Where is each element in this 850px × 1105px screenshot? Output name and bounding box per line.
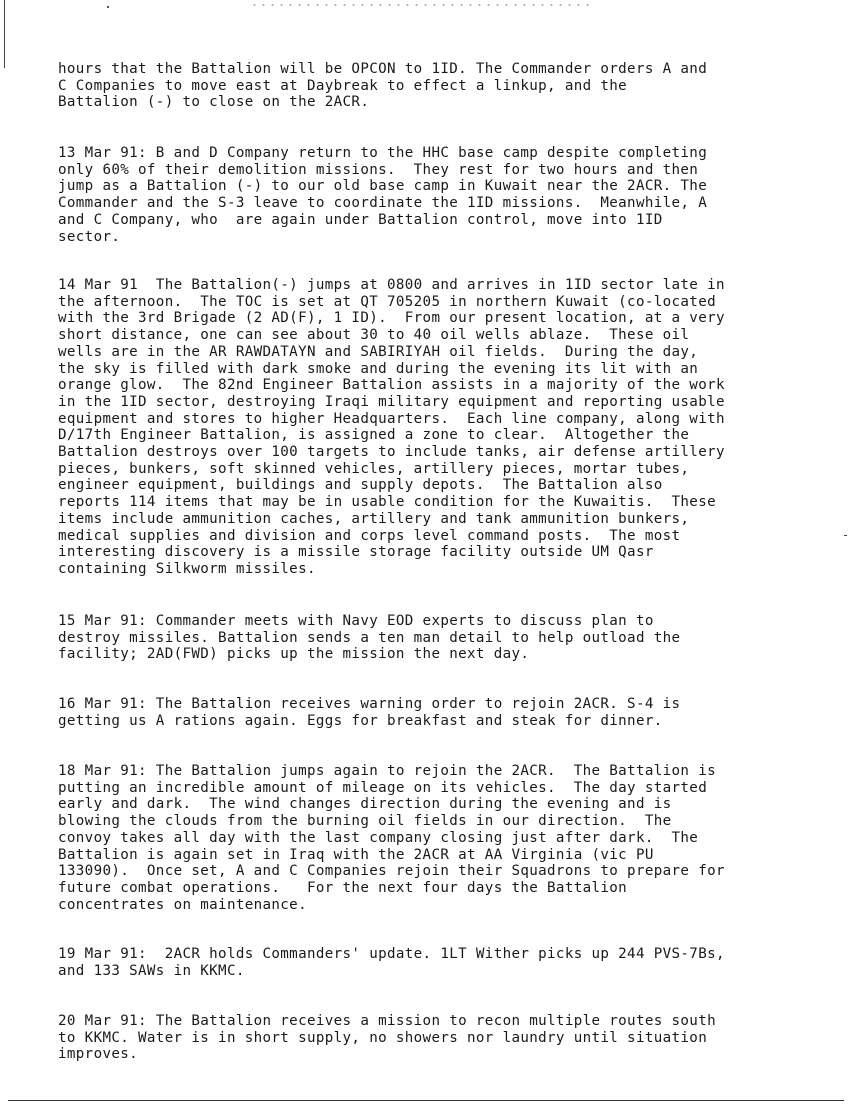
paragraph-13-mar-91: 13 Mar 91: B and D Company return to the HHC base camp despite completing only 60% of their demolition missions. They rest for two hours and then jump as a Battalion (-) to our old base camp in Kuwait near the 2ACR. The Commander and the S-3 leave to coordinate the 1ID missions. Meanwhile, A and C Company, who are again under Battalion control, move into 1ID sector.	[58, 145, 708, 245]
paragraph-15-mar-91: 15 Mar 91: Commander meets with Navy EOD experts to discuss plan to destroy missiles. Battalion sends a ten man detail to help outload the facility; 2AD(FWD) picks up the mission the next day.	[58, 613, 681, 663]
scan-speck	[107, 6, 109, 8]
left-margin-rule	[4, 0, 5, 68]
scan-mark-right	[844, 535, 847, 536]
scan-noise-header	[250, 2, 590, 8]
paragraph-18-mar-91: 18 Mar 91: The Battalion jumps again to rejoin the 2ACR. The Battalion is putting an incredible amount of mileage on its vehicles. The day started early and dark. The wind changes direction during the evening and is blowing the clouds from the burning oil fields in our direction. The convoy takes all day with the last company closing just after dark. The Battalion is again set in Iraq with the 2ACR at AA Virginia (vic PU 133090). Once set, A and C Companies rejoin their Squadrons to prepare for future combat operations. For the next four days the Battalion concentrates on maintenance.	[58, 763, 725, 913]
bottom-rule	[8, 1100, 844, 1101]
paragraph-continuation: hours that the Battalion will be OPCON to 1ID. The Commander orders A and C Companies to move east at Daybreak to effect a linkup, and the Battalion (-) to close on the 2ACR.	[58, 61, 708, 111]
paragraph-19-mar-91: 19 Mar 91: 2ACR holds Commanders' update. 1LT Wither picks up 244 PVS-7Bs, and 133 SAWs in KKMC.	[58, 946, 725, 979]
paragraph-20-mar-91: 20 Mar 91: The Battalion receives a mission to recon multiple routes south to KKMC. Water is in short supply, no showers nor laundry until situation improves.	[58, 1013, 716, 1063]
paragraph-16-mar-91: 16 Mar 91: The Battalion receives warning order to rejoin 2ACR. S-4 is getting us A rations again. Eggs for breakfast and steak for dinner.	[58, 696, 681, 729]
paragraph-14-mar-91: 14 Mar 91 The Battalion(-) jumps at 0800 and arrives in 1ID sector late in the afternoon. The TOC is set at QT 705205 in northern Kuwait (co-located with the 3rd Brigade (2 AD(F), 1 ID). From our present location, at a very short distance, one can see about 30 to 40 oil wells ablaze. These oil wells are in the AR RAWDATAYN and SABIRIYAH oil fields. During the day, the sky is filled with dark smoke and during the evening its lit with an orange glow. The 82nd Engineer Battalion assists in a majority of the work in the 1ID sector, destroying Iraqi military equipment and reporting usable equipment and stores to higher Headquarters. Each line company, along with D/17th Engineer Battalion, is assigned a zone to clear. Altogether the Battalion destroys over 100 targets to include tanks, air defense artillery pieces, bunkers, soft skinned vehicles, artillery pieces, mortar tubes, engineer equipment, buildings and supply depots. The Battalion also reports 114 items that may be in usable condition for the Kuwaitis. These items include ammunition caches, artillery and tank ammunition bunkers, medical supplies and division and corps level command posts. The most interesting discovery is a missile storage facility outside UM Qasr containing Silkworm missiles.	[58, 277, 725, 577]
